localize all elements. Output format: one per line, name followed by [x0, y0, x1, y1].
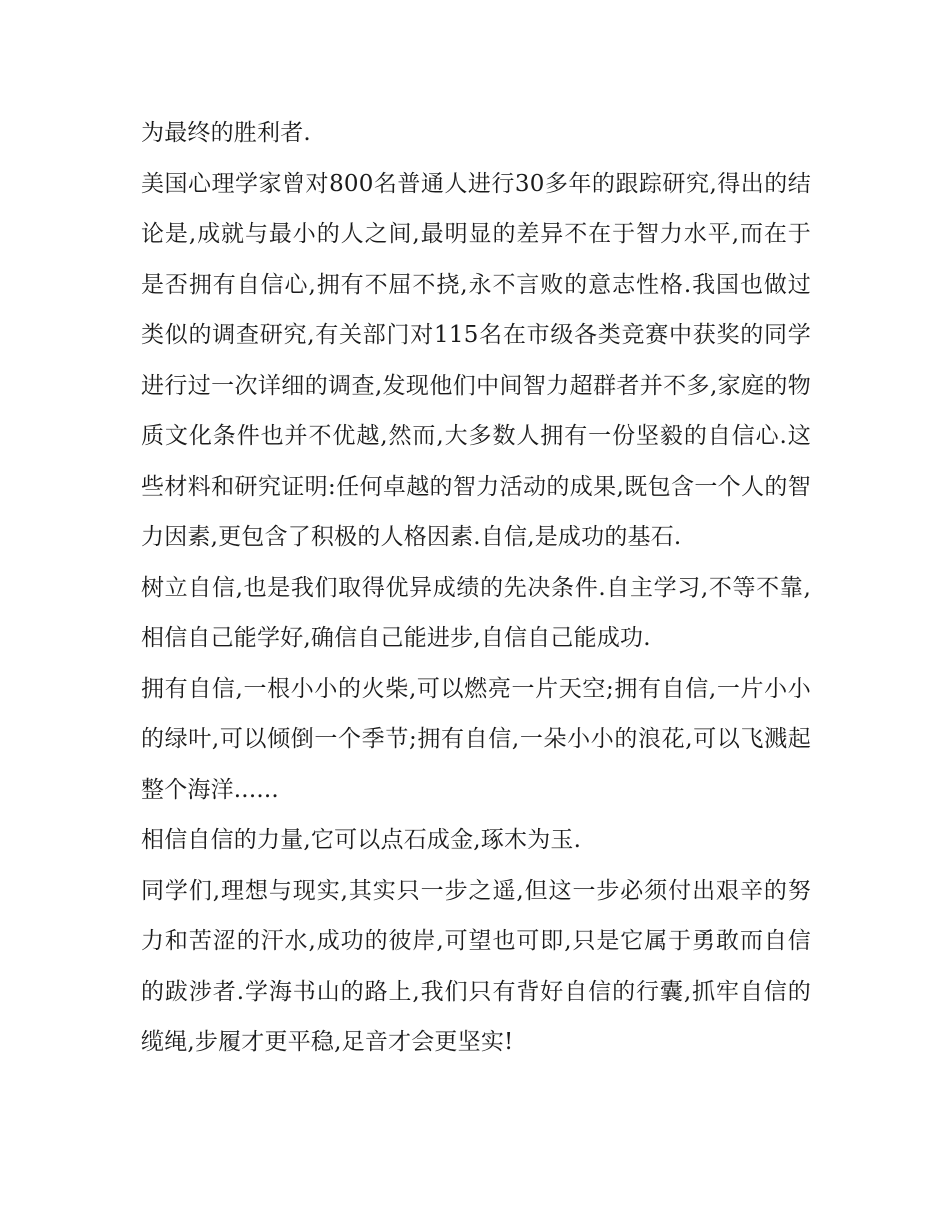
paragraph-6: 同学们,理想与现实,其实只一步之遥,但这一步必须付出艰辛的努力和苦涩的汗水,成功的彼岸,可望也可即,只是它属于勇敢而自信的跋涉者.学海书山的路上,我们只有背好自信的行囊,抓牢自信的缆绳,步履才更平稳,足音才会更坚实!	[141, 877, 811, 1055]
paragraph-5: 相信自信的力量,它可以点石成金,琢木为玉.	[141, 827, 582, 853]
paragraph-1: 为最终的胜利者.	[141, 120, 311, 146]
paragraph-3: 树立自信,也是我们取得优异成绩的先决条件.自主学习,不等不靠,相信自己能学好,确信自己能进步,自信自己能成功.	[141, 574, 811, 651]
paragraph-2: 美国心理学家曾对800名普通人进行30多年的跟踪研究,得出的结论是,成就与最小的人之间,最明显的差异不在于智力水平,而在于是否拥有自信心,拥有不屈不挠,永不言败的意志性格.我国也做过类似的调查研究,有关部门对115名在市级各类竞赛中获奖的同学进行过一次详细的调查,发现他们中间智力超群者并不多,家庭的物质文化条件也并不优越,然而,大多数人拥有一份坚毅的自信心.这些材料和研究证明:任何卓越的智力活动的成果,既包含一个人的智力因素,更包含了积极的人格因素.自信,是成功的基石.	[141, 170, 811, 550]
paragraph-4: 拥有自信,一根小小的火柴,可以燃亮一片天空;拥有自信,一片小小的绿叶,可以倾倒一个季节;拥有自信,一朵小小的浪花,可以飞溅起整个海洋......	[141, 675, 811, 803]
document-body	[141, 108, 811, 1068]
